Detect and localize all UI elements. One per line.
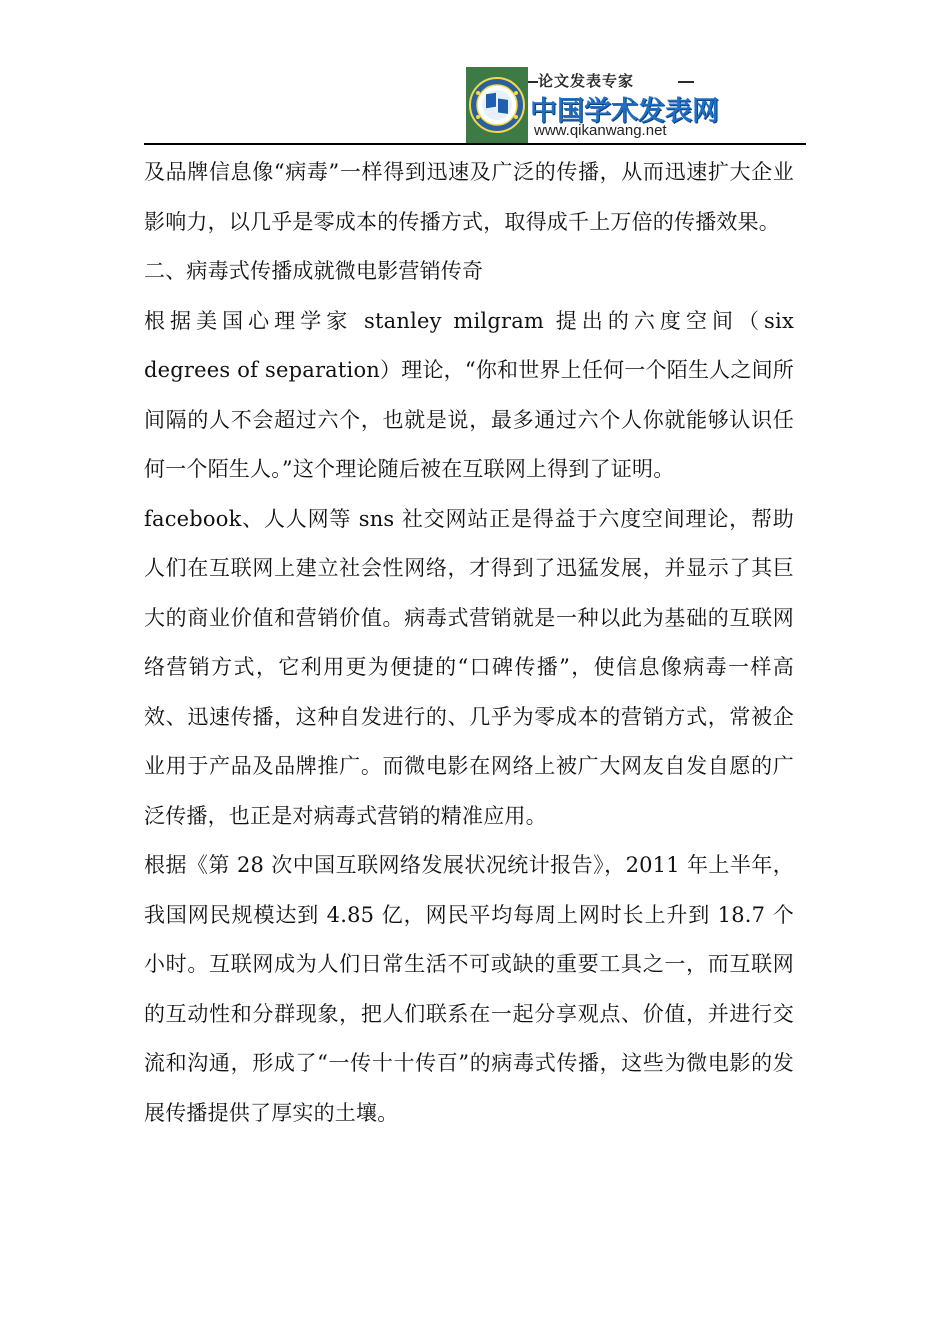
paragraph-continuation: 及品牌信息像“病毒”一样得到迅速及广泛的传播，从而迅速扩大企业影响力，以几乎是零成本的传播方式，取得成千上万倍的传播效果。 [144,160,794,234]
paragraph-six-degrees: 根据美国心理学家 stanley milgram 提出的六度空间（six degrees of separation）理论，“你和世界上任何一个陌生人之间所间隔的人不会超过六个，也就是说，最多通过六个人你就能够认识任何一个陌生人。”这个理论随后被在互联网上得到了证明。 [144,308,794,481]
paragraph-sns-viral: facebook、人人网等 sns 社交网站正是得益于六度空间理论，帮助人们在互联网上建立社会性网络，才得到了迅猛发展，并显示了其巨大的商业价值和营销价值。病毒式营销就是一种以此为基础的互联网络营销方式，它利用更为便捷的“口碑传播”，使信息像病毒一样高效、迅速传播，这种自发进行的、几乎为零成本的营销方式，常被企业用于产品及品牌推广。而微电影在网络上被广大网友自发自愿的广泛传播，也正是对病毒式营销的精准应用。 [144,506,794,828]
section-heading: 二、病毒式传播成就微电影营销传奇 [144,259,484,283]
logo-text-block [528,67,719,143]
slogan-rule-left [528,81,538,83]
slogan-rule-right [678,81,694,83]
document-body [144,148,794,1138]
site-logo [466,67,719,143]
logo-brand-name: 中国学术发表网 [530,96,719,127]
paragraph-cnnic-report: 根据《第 28 次中国互联网络发展状况统计报告》，2011 年上半年，我国网民规模达到 4.85 亿，网民平均每周上网时长上升到 18.7 个小时。互联网成为人们日常生活不可或缺的重要工具之一，而互联网的互动性和分群现象，把人们联系在一起分享观点、价值，并进行交流和沟通，形成了“一传十十传百”的病毒式传播，这些为微电影的发展传播提供了厚实的土壤。 [144,853,794,1125]
header-divider [144,143,806,145]
logo-url: www.qikanwang.net [534,122,667,139]
logo-slogan: 论文发表专家 [538,72,635,90]
seal-emblem-icon [466,67,528,143]
